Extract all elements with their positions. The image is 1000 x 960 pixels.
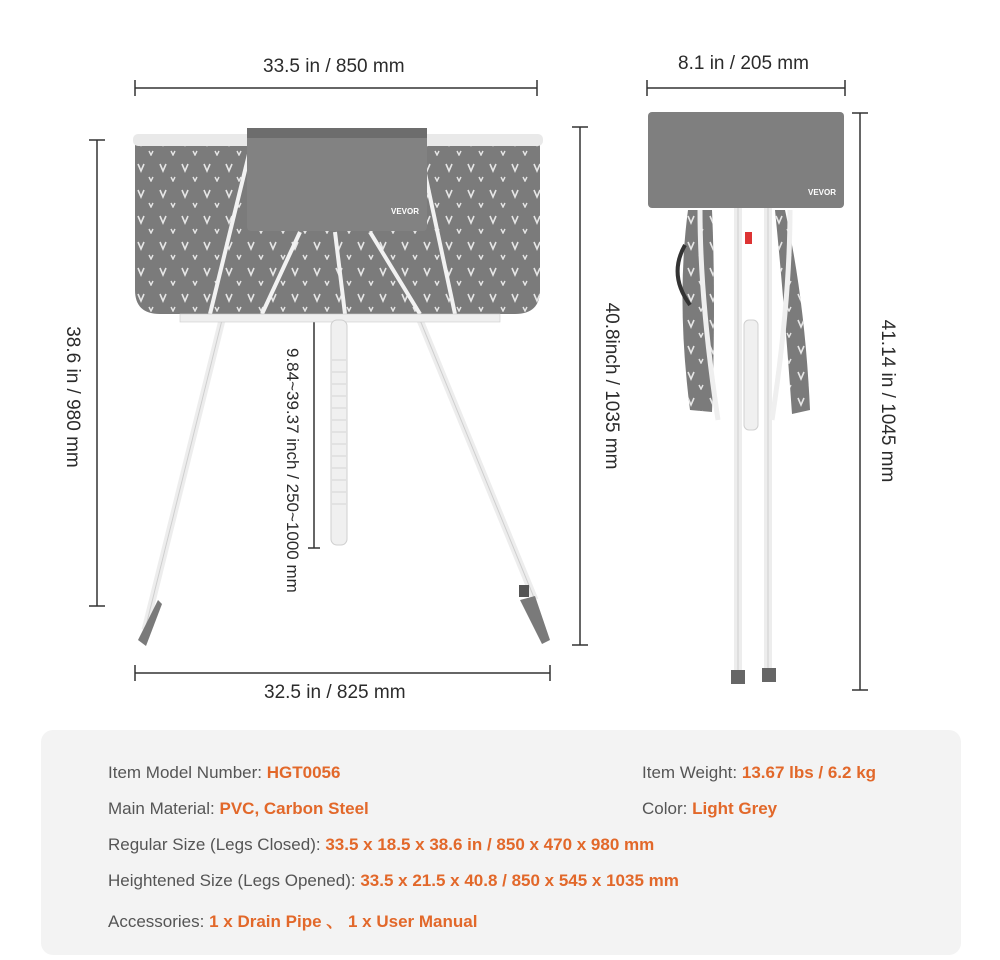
brand-logo-front: VEVOR [391,207,420,216]
spec-weight-value: 13.67 lbs / 6.2 kg [741,763,877,782]
spec-model-value: HGT0056 [266,763,341,782]
spec-color-value: Light Grey [692,799,778,818]
spec-heightened-size [108,871,679,891]
bathtub-folded-view [648,112,844,684]
spec-accessories-label: Accessories: [108,912,205,931]
spec-material-value: PVC, Carbon Steel [219,799,369,818]
spec-material [108,799,369,819]
spec-model [108,763,340,783]
folded-width-label: 8.1 in / 205 mm [678,53,809,74]
spec-regular-size [108,835,654,855]
spec-accessories-value: 1 x Drain Pipe 、 1 x User Manual [209,912,478,931]
bathtub-front-view [133,128,550,646]
open-height-label: 40.8inch / 1035 mm [601,302,622,470]
folded-height-label: 41.14 in / 1045 mm [877,319,898,483]
spec-regular-value: 33.5 x 18.5 x 38.6 in / 850 x 470 x 980 mm [325,835,655,854]
spec-weight-label: Item Weight: [642,763,738,782]
spec-color [642,799,777,819]
closed-height-label: 38.6 in / 980 mm [62,326,83,468]
spec-heightened-label: Heightened Size (Legs Opened): [108,871,356,890]
spec-accessories [108,907,477,932]
spec-material-label: Main Material: [108,799,215,818]
top-width-label: 33.5 in / 850 mm [263,56,405,77]
drain-length-label: 9.84~39.37 inch / 250~1000 mm [283,348,302,593]
bottom-width-label: 32.5 in / 825 mm [264,682,406,703]
spec-regular-label: Regular Size (Legs Closed): [108,835,321,854]
brand-logo-side: VEVOR [808,188,837,197]
spec-color-label: Color: [642,799,688,818]
spec-heightened-value: 33.5 x 21.5 x 40.8 / 850 x 545 x 1035 mm [360,871,679,890]
spec-weight [642,763,876,783]
spec-model-label: Item Model Number: [108,763,262,782]
